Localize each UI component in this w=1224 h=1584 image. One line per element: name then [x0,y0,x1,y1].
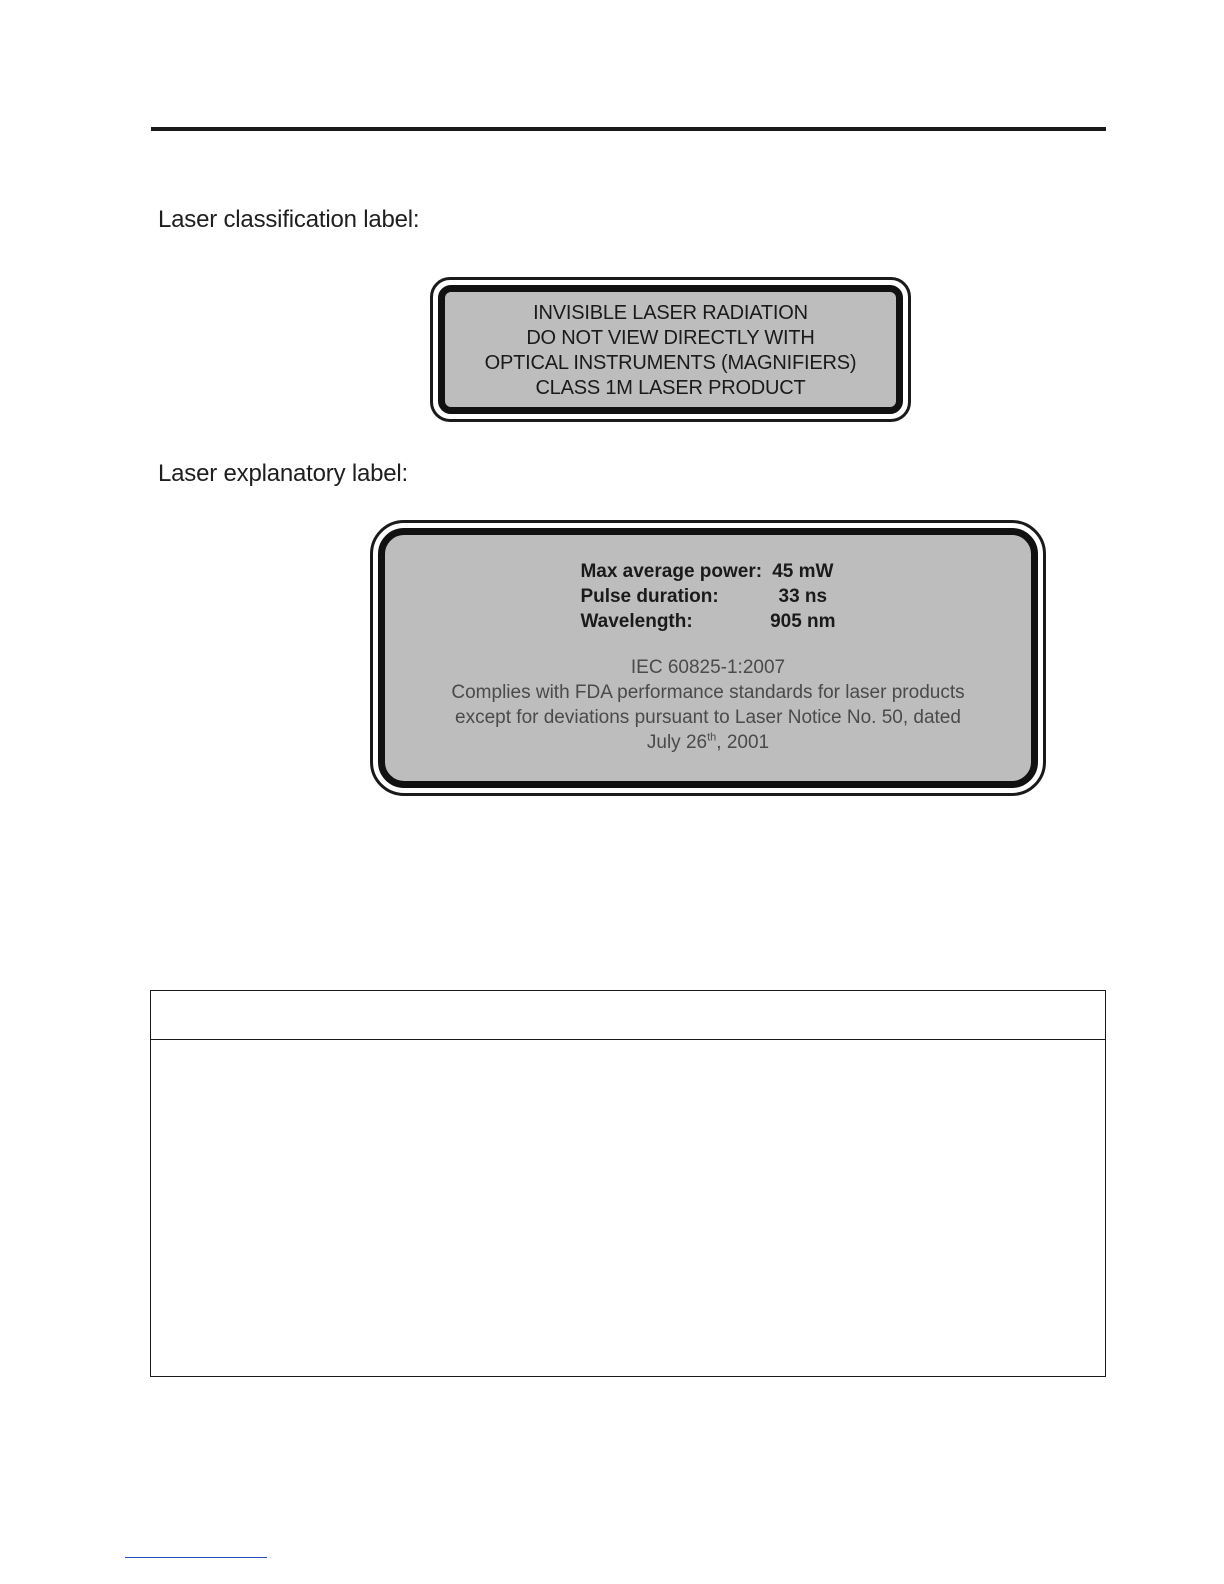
spec-row [580,609,835,634]
classification-label-heading: Laser classification label: [158,206,420,233]
date-prefix: July 26 [646,732,708,753]
explanatory-label-panel [378,528,1038,788]
spec-row [580,584,835,609]
compliance-line: except for deviations pursuant to Laser Notice No. 50, dated [455,707,961,728]
empty-bordered-box [150,990,1106,1377]
top-rule [151,127,1106,131]
laser-classification-label [430,277,911,422]
classification-line: INVISIBLE LASER RADIATION [533,302,808,324]
classification-line: CLASS 1M LASER PRODUCT [535,377,806,399]
spec-value: 45 mW [772,561,834,582]
spec-row [580,559,835,584]
spec-name: Wavelength: [580,611,693,632]
compliance-text [385,655,1031,755]
compliance-line: Complies with FDA performance standards for laser products [451,682,965,703]
explanatory-label-heading: Laser explanatory label: [158,460,409,487]
date-suffix: , 2001 [716,732,770,753]
laser-explanatory-label [370,520,1046,796]
laser-spec-table [580,559,835,634]
spec-value: 33 ns [778,586,828,607]
standard-reference: IEC 60825-1:2007 [630,657,786,678]
classification-label-panel [438,285,903,414]
spec-name: Pulse duration: [580,586,719,607]
classification-line: OPTICAL INSTRUMENTS (MAGNIFIERS) [484,352,857,374]
date-superscript: th [707,731,717,744]
compliance-date [385,730,1031,755]
spec-value: 905 nm [770,611,836,632]
box-header-row [151,991,1105,1040]
spec-name: Max average power: [580,561,763,582]
classification-line: DO NOT VIEW DIRECTLY WITH [526,327,815,349]
footnote-rule [125,1557,267,1558]
